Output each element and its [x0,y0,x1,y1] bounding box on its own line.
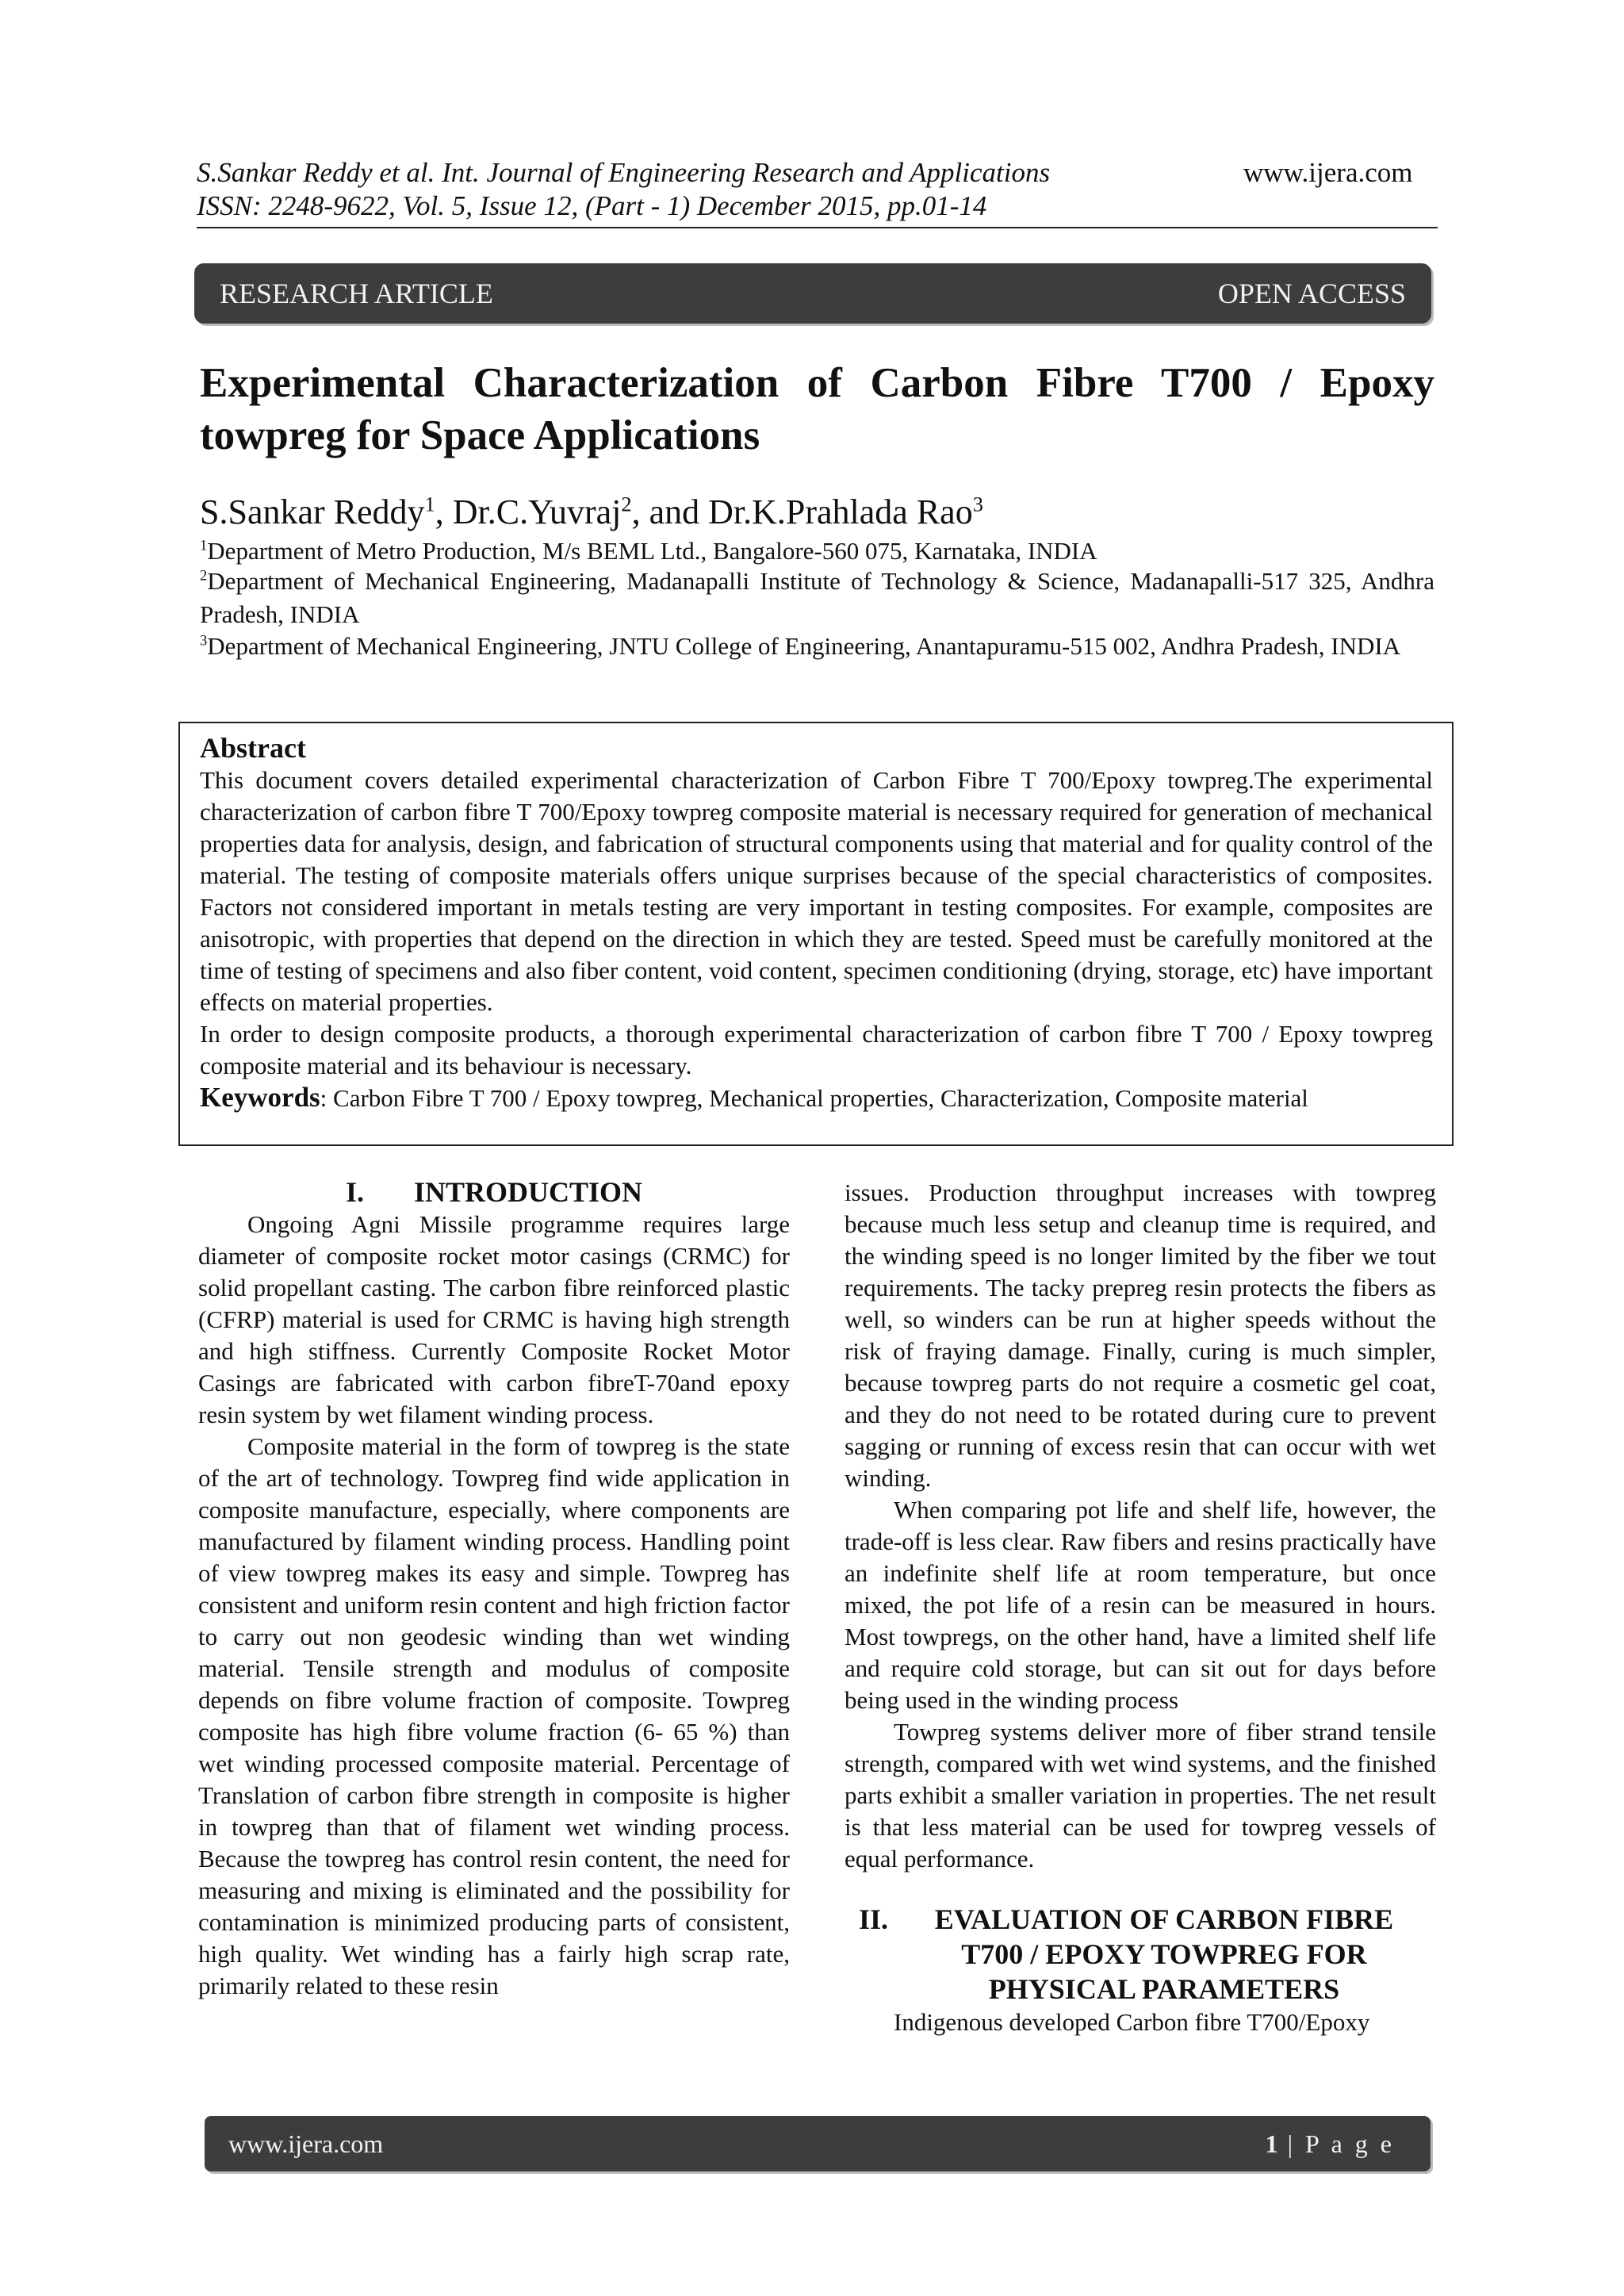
abstract-heading: Abstract [200,732,306,764]
section-heading [198,1175,790,1209]
section-title-line: EVALUATION OF CARBON FIBRE [934,1903,1394,1935]
keywords-label: Keywords [200,1082,320,1113]
page-label: | P a g e [1287,2129,1395,2158]
affiliation-sup: 1 [200,537,208,554]
affiliation-text: Department of Metro Production, M/s BEML Ltd., Bangalore-560 075, Karnataka, INDIA [207,537,1097,565]
issn-line: ISSN: 2248-9622, Vol. 5, Issue 12, (Part - 1) December 2015, pp.01-14 [197,190,987,221]
affiliation-sup: 3 [200,632,208,650]
affiliation-sup: 2 [200,567,208,585]
journal-citation: S.Sankar Reddy et al. Int. Journal of Engineering Research and Applications [197,157,1051,188]
body-paragraph: When comparing pot life and shelf life, however, the trade-off is less clear. Raw fibers and resins practically have an indefinite shelf life at room temperature, but once mixed, the pot life of a resin can be measured in hours. Most towpregs, on the other hand, have a limited shelf life and require cold storage, but can sit out for days before being used in the winding process [845,1496,1436,1714]
author-sup: 2 [621,492,632,516]
body-paragraph: Ongoing Agni Missile programme requires large diameter of composite rocket motor casings (CRMC) for solid propellant casting. The carbon fibre reinforced plastic (CFRP) material is used for CRMC is having high strength and high stiffness. Currently Composite Rocket Motor Casings are fabricated with carbon fibreT-70and epoxy resin system by wet filament winding process. [198,1210,790,1428]
author-list [200,490,983,535]
left-column [198,1175,790,2002]
footer-website[interactable]: www.ijera.com [228,2129,384,2158]
author-sup: 3 [972,492,983,516]
section-number: I. [345,1176,364,1208]
research-article-label: RESEARCH ARTICLE [220,278,493,309]
author-sup: 1 [424,492,435,516]
author-separator: , [435,493,453,531]
body-paragraph: Indigenous developed Carbon fibre T700/Epoxy [894,2008,1370,2036]
abstract-box [178,722,1454,1146]
keywords-text: : Carbon Fibre T 700 / Epoxy towpreg, Mechanical properties, Characterization, Composite material [320,1084,1308,1112]
author-name: Dr.K.Prahlada Rao [708,493,973,531]
affiliation [200,630,1434,663]
journal-website[interactable]: www.ijera.com [1243,157,1413,188]
affiliation [200,535,1434,568]
paper-title: Experimental Characterization of Carbon Fibre T700 / Epoxy towpreg for Space Applications [200,360,1434,458]
author-name: Dr.C.Yuvraj [452,493,622,531]
affiliation-text: Department of Mechanical Engineering, JNTU College of Engineering, Anantapuramu-515 002, Andhra Pradesh, INDIA [207,632,1401,660]
page-footer [205,2116,1431,2171]
open-access-label: OPEN ACCESS [1217,278,1406,309]
section-number: II. [859,1903,889,1935]
page-num: 1 [1265,2129,1278,2158]
page-number [1266,2116,1395,2171]
abstract-paragraph: This document covers detailed experimental characterization of Carbon Fibre T 700/Epoxy towpreg.The experimental characterization of carbon fibre T 700/Epoxy towpreg composite material is necessary required for generation of mechanical properties data for analysis, design, and fabrication of structural components using that material and for quality control of the material. The testing of composite materials offers unique surprises because of the special characteristics of composites. Factors not considered important in metals testing are very important in testing composites. For example, composites are anisotropic, with properties that depend on the direction in which they are tested. Speed must be carefully monitored at the time of testing of specimens and also fiber content, void content, specimen conditioning (drying, storage, etc) have important effects on material properties. [200,766,1433,1016]
header-rule [197,227,1438,228]
body-paragraph: Towpreg systems deliver more of fiber strand tensile strength, compared with wet wind systems, and the finished parts exhibit a smaller variation in properties. The net result is that less material can be used for towpreg vessels of equal performance. [845,1718,1436,1872]
author-separator: , and [631,493,709,531]
body-paragraph: Composite material in the form of towpreg is the state of the art of technology. Towpreg find wide application in composite manufacture, especially, where components are manufactured by filament winding process. Handling point of view towpreg makes its easy and simple. Towpreg has consistent and uniform resin content and high friction factor to carry out non geodesic winding than wet winding material. Tensile strength and modulus of composite depends on fibre volume fraction of composite. Towpreg composite has high fibre volume fraction (6- 65 %) than wet winding processed composite material. Percentage of Translation of carbon fibre strength in composite is higher in towpreg than that of filament wet winding process. Because the towpreg has control resin content, the need for measuring and mixing is eliminated and the possibility for contamination is minimized producing parts of consistent, high quality. Wet winding has a fairly high scrap rate, primarily related to these resin [198,1432,790,1999]
section-heading [845,1902,1436,2007]
section-title: INTRODUCTION [413,1176,643,1208]
body-paragraph: issues. Production throughput increases with towpreg because much less setup and cleanup time is required, and the winding speed is no longer limited by the fiber we tout requirements. The tacky prepreg resin protects the fibers as well, so winders can be run at higher speeds without the risk of fraying damage. Finally, curing is much simpler, because towpreg parts do not require a cosmetic gel coat, and they do not need to be rotated during cure to prevent sagging or running of excess resin that can occur with wet winding. [845,1179,1436,1492]
section-title-line: T700 / EPOXY TOWPREG FOR [961,1938,1367,1970]
affiliation-text: Department of Mechanical Engineering, Madanapalli Institute of Technology & Science, Madanapalli-517 325, Andhra Pradesh, INDIA [200,567,1434,628]
keywords [200,1082,1433,1114]
right-column [845,1177,1436,2038]
section-title-line: PHYSICAL PARAMETERS [988,1973,1340,2005]
affiliation [200,565,1434,631]
author-name: S.Sankar Reddy [200,493,425,531]
article-type-banner [194,263,1431,324]
abstract-paragraph: In order to design composite products, a thorough experimental characterization of carbon fibre T 700 / Epoxy towpreg composite material and its behaviour is necessary. [200,1020,1433,1079]
